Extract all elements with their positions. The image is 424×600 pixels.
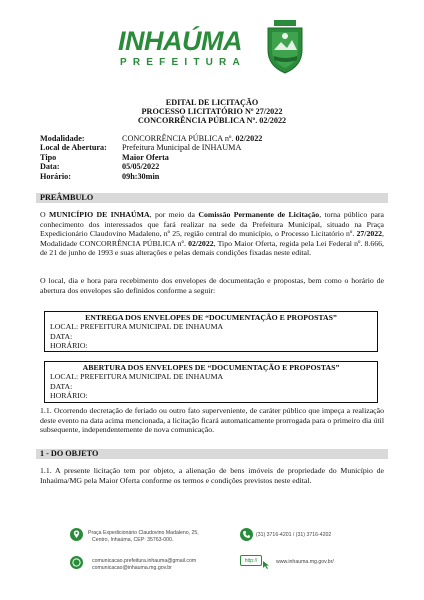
address-line: Centro, Inhaúma, CEP: 35763-000. bbox=[92, 536, 174, 543]
data-value: 05/05/2022 bbox=[122, 162, 160, 172]
web-icon bbox=[240, 555, 262, 566]
modalidade-text: CONCORRÊNCIA PÚBLICA nº. bbox=[122, 134, 234, 143]
tipo-value: Maior Oferta bbox=[122, 152, 169, 162]
box-local: LOCAL: PREFEITURA MUNICIPAL DE INHAUMA bbox=[50, 322, 224, 332]
cursor-icon bbox=[262, 561, 270, 569]
footer-phone: (31) 3716-4201 / (31) 3716-4202 bbox=[256, 532, 332, 538]
box-horario: HORÁRIO: bbox=[50, 391, 88, 401]
concorrencia-number: 02/2022 bbox=[188, 238, 214, 248]
objeto-heading: 1 - DO OBJETO bbox=[36, 449, 388, 459]
email-link[interactable]: comunicacao@inhauma.mg.gov.br bbox=[92, 564, 172, 571]
box-data: DATA: bbox=[50, 381, 73, 391]
info-value bbox=[122, 162, 159, 171]
prefeitura-logo bbox=[118, 18, 308, 76]
envelopes-intro-paragraph: O local, dia e hora para recebimento dos envelopes de documentação e propostas, bem como o horário de abertura dos envelopes são definidos conforme a seguir: bbox=[40, 276, 384, 295]
logo-wordmark: INHAÚMA bbox=[118, 26, 242, 56]
info-table bbox=[40, 134, 262, 181]
info-row-data bbox=[40, 162, 262, 171]
concorrencia-title: CONCORRÊNCIA PÚBLICA Nº. 02/2022 bbox=[137, 116, 287, 125]
edital-title: EDITAL DE LICITAÇÃO bbox=[165, 98, 259, 107]
comissao-name: Comissão Permanente de Licitação bbox=[198, 210, 320, 219]
info-label: Tipo bbox=[40, 152, 57, 162]
whatsapp-icon bbox=[70, 556, 83, 569]
feriado-paragraph: 1.1. Ocorrendo decretação de feriado ou outro fato superveniente, de caráter público que impeça a realização deste evento na data acima mencionada, a licitação ficará automaticamente prorrogada para o primeiro dia útil subsequente, independentemente de nova comunicação. bbox=[40, 406, 384, 435]
modalidade-number: 02/2022 bbox=[235, 134, 263, 143]
info-label: Data: bbox=[40, 162, 60, 172]
preambulo-paragraph bbox=[40, 210, 384, 258]
location-pin-icon bbox=[70, 528, 83, 541]
info-label: Modalidade: bbox=[40, 134, 85, 143]
entrega-envelopes-box bbox=[44, 311, 378, 352]
processo-title: PROCESSO LICITATÓRIO Nº 27/2022 bbox=[141, 107, 283, 116]
info-value bbox=[122, 153, 169, 162]
info-row-tipo bbox=[40, 153, 262, 162]
footer-website[interactable]: www.inhauma.mg.gov.br/ bbox=[276, 559, 334, 565]
footer-address bbox=[88, 530, 199, 543]
info-value: Prefeitura Municipal de INHAUMA bbox=[122, 143, 242, 153]
text-run: , Modalidade CONCORRÊNCIA PÚBLICA nº. bbox=[40, 229, 384, 248]
box-heading: ENTREGA DOS ENVELOPES DE “DOCUMENTAÇÃO E PROPOSTAS” bbox=[85, 313, 337, 322]
box-local: LOCAL: PREFEITURA MUNICIPAL DE INHAUMA bbox=[50, 372, 224, 382]
box-horario: HORÁRIO: bbox=[50, 341, 88, 351]
text-run: , torna público para conhecimento dos interessados que fará realizar na sede da Prefeitura Municipal, situado na Praça Expedicionário Claudovino Madaleno, nº 25, região central do município, o Processo Licitatório nº. bbox=[40, 210, 384, 239]
footer-emails bbox=[92, 558, 196, 571]
text-run: O bbox=[40, 210, 49, 219]
info-value bbox=[122, 134, 262, 143]
processo-number: 27/2022 bbox=[356, 229, 383, 239]
box-data: DATA: bbox=[50, 331, 73, 341]
logo-subtitle: PREFEITURA bbox=[120, 57, 246, 68]
text-run: , Tipo Maior Oferta, regida pela Lei Federal nº. 8.666, de 21 de junho de 1993 e suas alterações e pelas demais condições fixadas neste edital. bbox=[40, 238, 384, 258]
address-line: Praça Expedicionário Claudovino Madaleno, 25, bbox=[88, 530, 199, 536]
horario-value: 09h:30min bbox=[122, 171, 160, 181]
info-value bbox=[122, 172, 159, 181]
email-link[interactable]: comunicacao.prefeitura.inhauma@gmail.com bbox=[92, 558, 197, 564]
preambulo-heading: PREÂMBULO bbox=[36, 193, 388, 203]
info-row-modalidade bbox=[40, 134, 262, 143]
abertura-envelopes-box bbox=[44, 361, 378, 403]
coat-of-arms-icon bbox=[264, 20, 306, 74]
phone-icon bbox=[240, 528, 253, 541]
box-heading: ABERTURA DOS ENVELOPES DE “DOCUMENTAÇÃO E PROPOSTAS” bbox=[82, 363, 340, 372]
web-icon-label: http:// bbox=[244, 558, 258, 564]
info-label: Local de Abertura: bbox=[40, 143, 107, 153]
info-row-horario bbox=[40, 172, 262, 181]
municipio-name: MUNICÍPIO DE INHAÚMA bbox=[48, 210, 150, 219]
objeto-paragraph: 1.1. A presente licitação tem por objeto, a alienação de bens imóveis de propriedade do Município de Inhaúma/MG pela Maior Oferta conforme os termos e condições previstos neste edital. bbox=[40, 466, 384, 485]
info-row-local bbox=[40, 143, 262, 152]
text-run: , por meio da bbox=[149, 210, 199, 219]
info-label: Horário: bbox=[40, 171, 71, 181]
